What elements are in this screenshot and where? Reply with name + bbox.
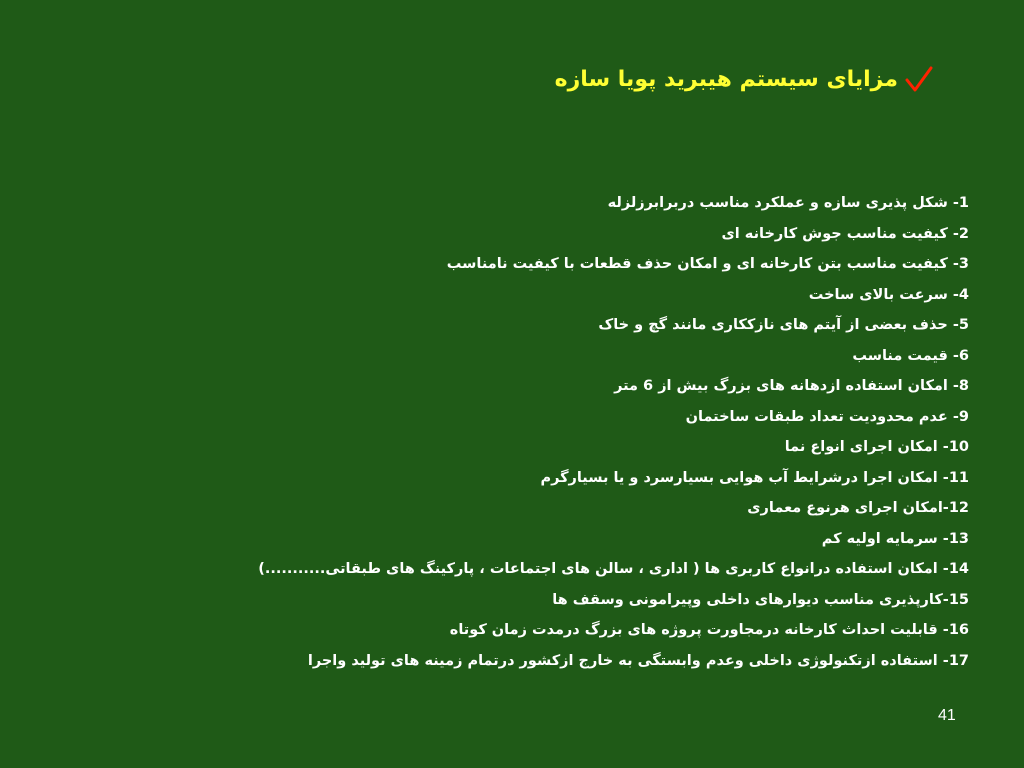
check-icon xyxy=(904,64,934,94)
page-number: 41 xyxy=(938,707,956,724)
list-item: 3- کیفیت مناسب بتن کارخانه ای و امکان حذف قطعات با کیفیت نامناسب xyxy=(446,256,969,272)
list-item: 2- کیفیت مناسب جوش کارخانه ای xyxy=(721,225,969,242)
list-item: 8- امکان استفاده ازدهانه های بزرگ بیش از 6 متر xyxy=(614,378,969,394)
list-item: 1- شکل پذیری سازه و عملکرد مناسب دربرابرزلزله xyxy=(607,195,969,211)
list-item: 11- امکان اجرا درشرایط آب هوایی بسیارسرد و یا بسیارگرم xyxy=(540,469,969,486)
title-row xyxy=(555,64,934,94)
list-item: 15-کارپذیری مناسب دیوارهای داخلی وپیرامونی وسقف ها xyxy=(552,591,969,608)
advantages-list xyxy=(258,188,969,676)
list-item: 4- سرعت بالای ساخت xyxy=(808,286,969,303)
list-item: 9- عدم محدودیت تعداد طبقات ساختمان xyxy=(685,408,969,425)
list-item: 17- استفاده ازتکنولوژی داخلی وعدم وابستگی به خارج ازکشور درتمام زمینه های تولید واجرا xyxy=(307,652,969,669)
list-item: 6- قیمت مناسب xyxy=(852,347,969,364)
list-item: 13- سرمایه اولیه کم xyxy=(821,530,969,547)
list-item: 10- امکان اجرای انواع نما xyxy=(784,439,969,455)
list-item: 14- امکان استفاده درانواع کاربری ها ( اداری ، سالن های اجتماعات ، پارکینگ های طبقاتی...........) xyxy=(258,561,969,577)
list-item: 5- حذف بعضی از آیتم های نازککاری مانند گچ و خاک xyxy=(598,317,969,333)
list-item: 12-امکان اجرای هرنوع معماری xyxy=(747,500,969,516)
slide-title: مزایای سیستم هیبرید پویا سازه xyxy=(554,66,898,92)
list-item: 16- قابلیت احداث کارخانه درمجاورت پروژه های بزرگ درمدت زمان کوتاه xyxy=(449,622,969,638)
